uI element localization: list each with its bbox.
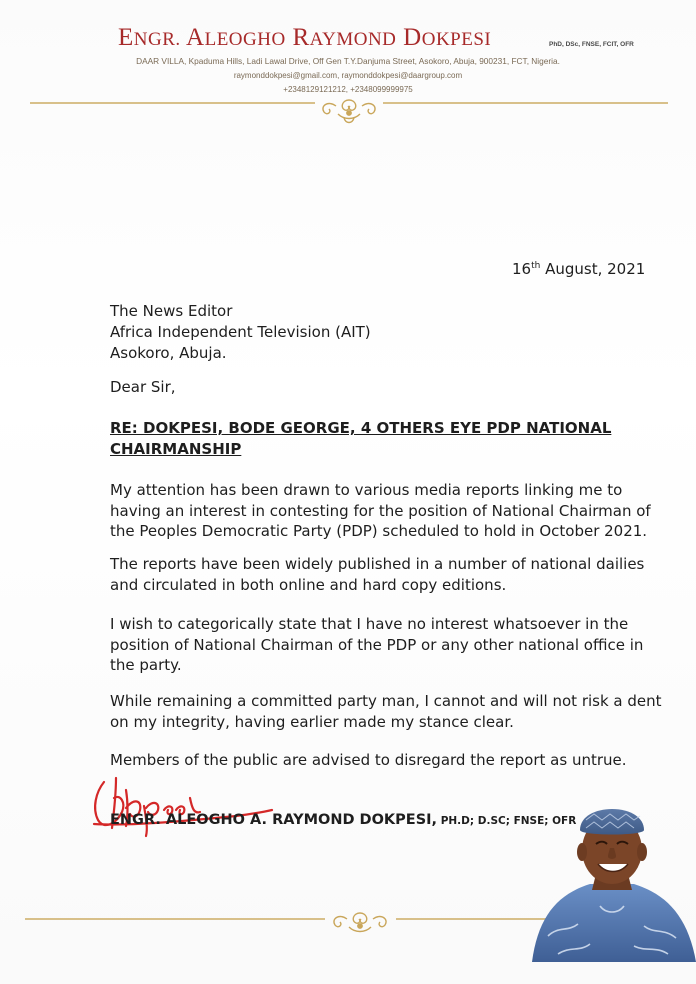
paragraph-line: While remaining a committed party man, I cannot and will not risk a dent <box>110 692 662 710</box>
letterhead-qualifications: PhD, DSc, FNSE, FCIT, OFR <box>549 41 634 48</box>
recipient-line-1: The News Editor <box>110 302 233 320</box>
letterhead-address: DAAR VILLA, Kpaduma Hills, Ladi Lawal Drive, Off Gen T.Y.Danjuma Street, Asokoro, Abuja, 900231, FCT, Nigeria. <box>136 56 560 66</box>
letterhead-rule-right <box>383 102 668 104</box>
paragraph-5: Members of the public are advised to disregard the report as untrue. <box>110 751 627 769</box>
footer-rule-right <box>396 918 546 920</box>
paragraph-line: the party. <box>110 656 182 674</box>
ornament-icon <box>314 94 384 128</box>
recipient-line-3: Asokoro, Abuja. <box>110 344 227 362</box>
paragraph-line: position of National Chairman of the PDP or any other national office in <box>110 635 644 654</box>
paragraph-line: My attention has been drawn to various media reports linking me to <box>110 481 623 499</box>
footer-rule-left <box>25 918 325 920</box>
paragraph-4 <box>110 691 662 732</box>
letterhead-emails: raymonddokpesi@gmail.com, raymonddokpesi@daargroup.com <box>233 71 463 80</box>
subject-heading <box>110 418 611 460</box>
letterhead-name: ENGR. ALEOGHO RAYMOND DOKPESI <box>118 24 492 51</box>
letter-date: 16th August, 2021 <box>512 260 646 278</box>
portrait-photo <box>528 786 696 962</box>
subject-line-2: CHAIRMANSHIP <box>110 440 242 458</box>
ornament-icon <box>323 905 397 939</box>
recipient-line-2: Africa Independent Television (AIT) <box>110 323 371 341</box>
paragraph-1 <box>110 480 650 542</box>
paragraph-line: the Peoples Democratic Party (PDP) scheduled to hold in October 2021. <box>110 522 648 540</box>
subject-line-1: RE: DOKPESI, BODE GEORGE, 4 OTHERS EYE PDP NATIONAL <box>110 419 612 437</box>
paragraph-2 <box>110 554 650 595</box>
letterhead-rule-left <box>30 102 315 104</box>
paragraph-3 <box>110 614 650 676</box>
signatory-name: ENGR. ALEOGHO A. RAYMOND DOKPESI, PH.D; D.SC; FNSE; OFR <box>110 812 577 828</box>
paragraph-line: The reports have been widely published in a number of national dailies <box>110 555 645 573</box>
letterhead-phones: +2348129121212, +2348099999975 <box>283 85 413 94</box>
paragraph-line: and circulated in both online and hard copy editions. <box>110 575 507 594</box>
paragraph-line: having an interest in contesting for the position of National Chairman of <box>110 501 651 520</box>
salutation: Dear Sir, <box>110 378 176 396</box>
paragraph-line: on my integrity, having earlier made my stance clear. <box>110 712 514 731</box>
paragraph-line: I wish to categorically state that I have no interest whatsoever in the <box>110 615 629 633</box>
